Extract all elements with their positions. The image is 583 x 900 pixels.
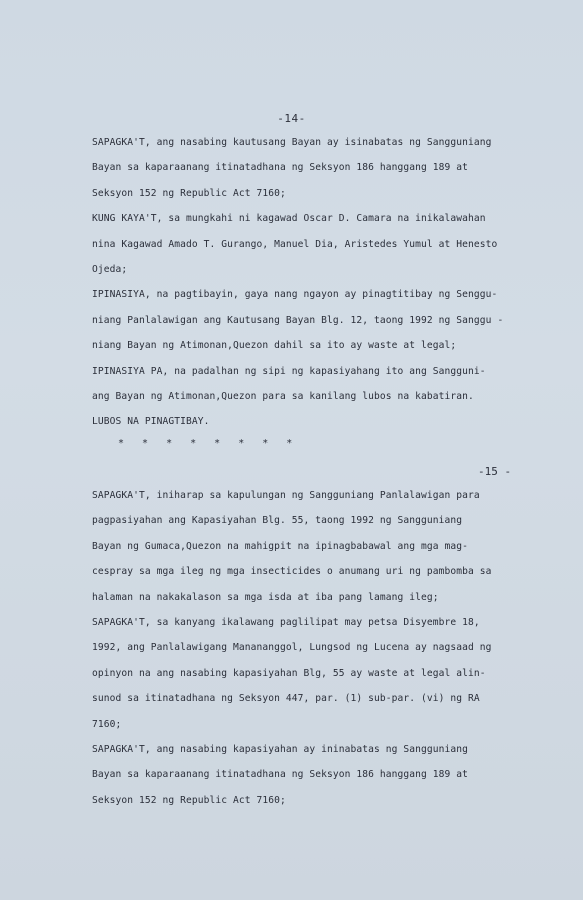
text-line: SAPAGKA'T, iniharap sa kapulungan ng Sangguniang Panlalawigan para [92,490,480,501]
text-line: Bayan sa kaparaanang itinatadhana ng Seksyon 186 hanggang 189 at [92,769,469,781]
text-line: niang Panlalawigan ang Kautusang Bayan Blg. 12, taong 1992 ng Sanggu - [92,314,504,326]
page-number-section-15: -15 - [478,465,512,478]
text-line: Seksyon 152 ng Republic Act 7160; [92,187,286,199]
section-14-text [92,130,532,435]
text-line: niang Bayan ng Atimonan,Quezon dahil sa ito ay waste at legal; [92,340,457,352]
separator-stars: * * * * * * * * [118,438,299,449]
text-line: IPINASIYA, na pagtibayin, gaya nang ngayon ay pinagtitibay ng Senggu- [92,289,498,301]
text-line: SAPAGKA'T, sa kanyang ikalawang paglilipat may petsa Disyembre 18, [92,617,480,629]
section-15-text [92,483,532,813]
text-line: SAPAGKA'T, ang nasabing kautusang Bayan ay isinabatas ng Sangguniang [92,137,492,148]
text-line: Ojeda; [92,264,128,276]
text-line: halaman na nakakalason sa mga isda at iba pang lamang ileg; [92,591,439,603]
text-line: Seksyon 152 ng Republic Act 7160; [92,794,286,806]
text-line: Bayan sa kaparaanang itinatadhana ng Seksyon 186 hanggang 189 at [92,162,469,174]
text-line: sunod sa itinatadhana ng Seksyon 447, par. (1) sub-par. (vi) ng RA [92,693,480,705]
text-line: ang Bayan ng Atimonan,Quezon para sa kanilang lubos na kabatiran. [92,391,474,403]
text-line: nina Kagawad Amado T. Gurango, Manuel Dia, Aristedes Yumul at Henesto [92,238,498,250]
text-line: KUNG KAYA'T, sa mungkahi ni kagawad Oscar D. Camara na inikalawahan [92,213,486,225]
text-line: SAPAGKA'T, ang nasabing kapasiyahan ay ininabatas ng Sangguniang [92,744,469,756]
text-line: 1992, ang Panlalawigang Manananggol, Lungsod ng Lucena ay nagsaad ng [92,642,492,654]
page-number-top: -14- [277,112,306,125]
text-line: IPINASIYA PA, na padalhan ng sipi ng kapasiyahang ito ang Sangguni- [92,365,486,377]
text-line: pagpasiyahan ang Kapasiyahan Blg. 55, taong 1992 ng Sangguniang [92,515,463,527]
text-line: 7160; [92,718,122,730]
text-line: Bayan ng Gumaca,Quezon na mahigpit na ipinagbabawal ang mga mag- [92,540,469,552]
text-line: cespray sa mga ileg ng mga insecticides o anumang uri ng pambomba sa [92,566,492,578]
text-line: LUBOS NA PINAGTIBAY. [92,416,210,428]
text-line: opinyon na ang nasabing kapasiyahan Blg, 55 ay waste at legal alin- [92,667,486,679]
